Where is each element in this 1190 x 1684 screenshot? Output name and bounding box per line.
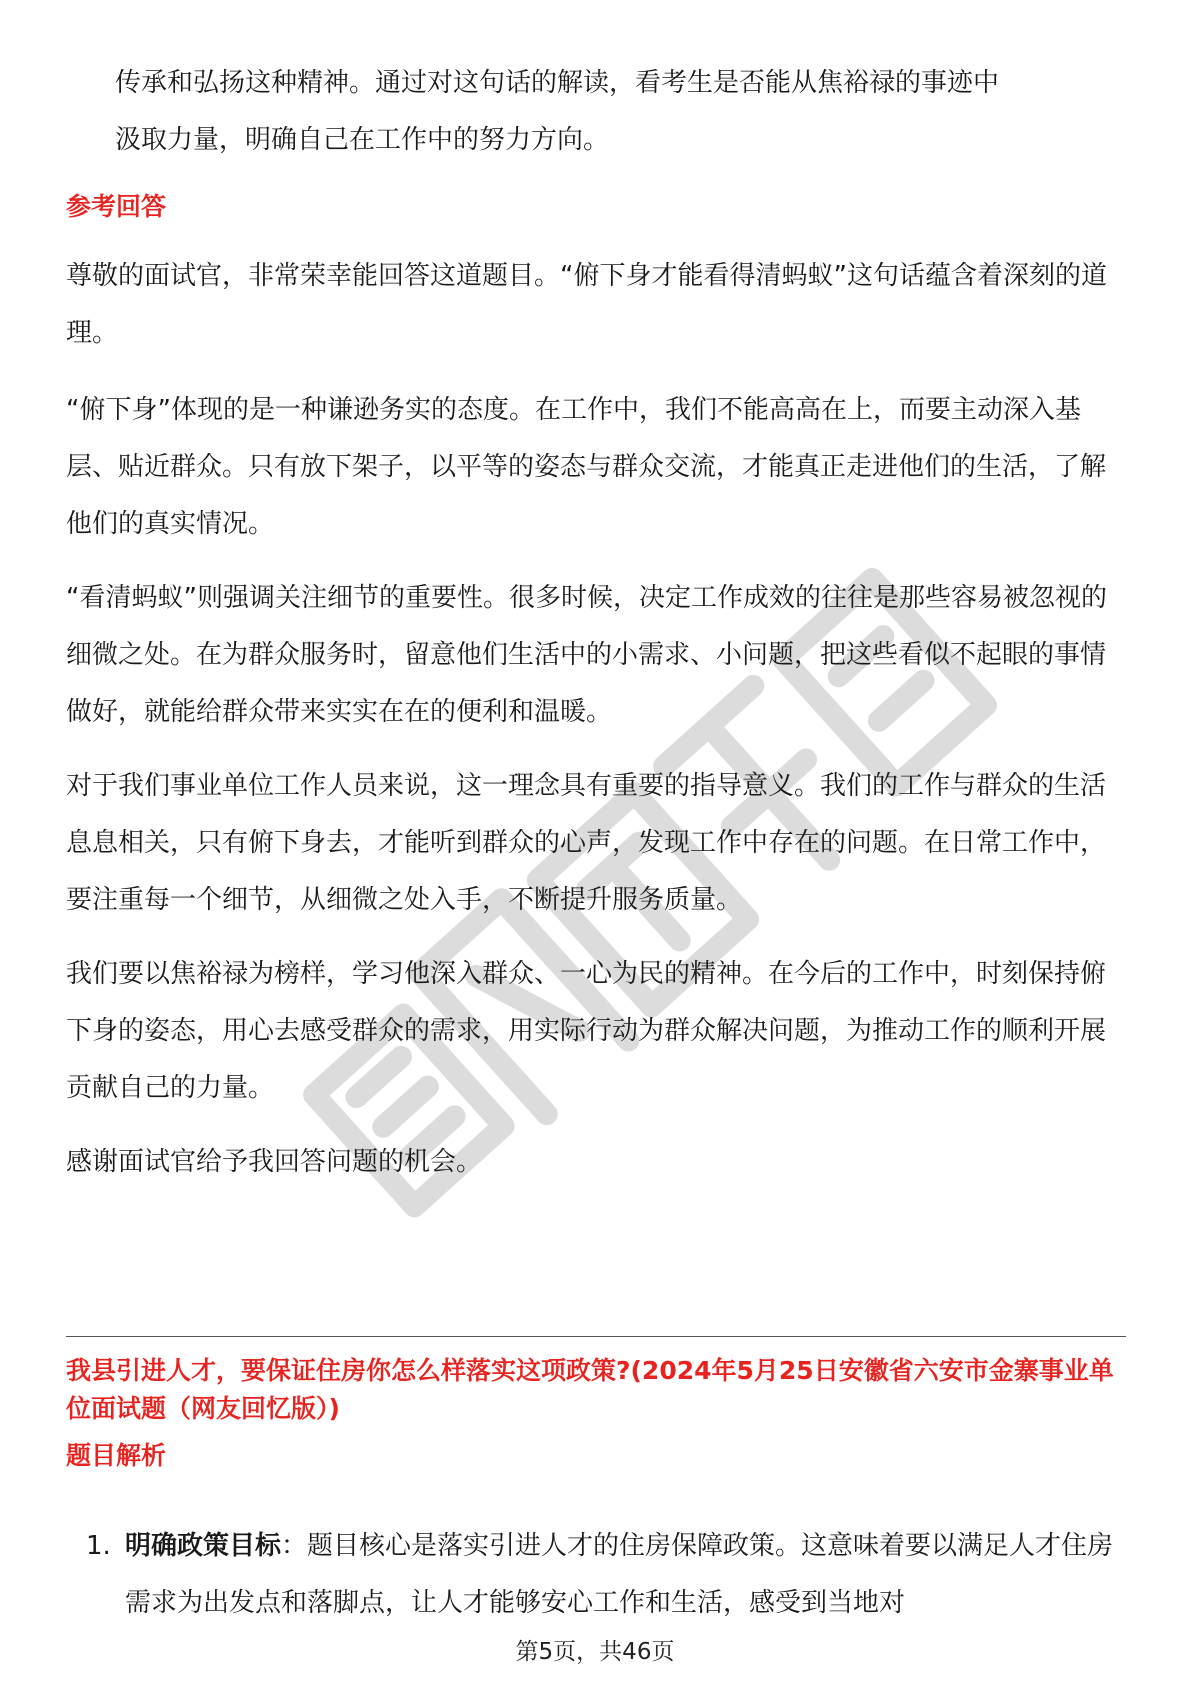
answer-paragraph-5 — [66, 946, 1126, 1117]
answer-paragraph-3 — [66, 570, 1126, 741]
answer-section — [66, 187, 1126, 227]
answer-text: 对于我们事业单位工作人员来说，这一理念具有重要的指导意义。我们的工作与群众的生活息息相关，只有俯下身去，才能听到群众的心声，发现工作中存在的问题。在日常工作中，要注重每一个细节，从细微之处入手，不断提升服务质量。 — [66, 771, 1107, 915]
continued-line-1: 传承和弘扬这种精神。通过对这句话的解读，看考生是否能从焦裕禄的事迹中 — [115, 68, 1000, 98]
list-body — [66, 1518, 1126, 1632]
list-number: 1. — [86, 1531, 111, 1561]
answer-paragraph-2 — [66, 382, 1126, 553]
page-number: 第5页，共46页 — [515, 1639, 675, 1665]
section-divider — [66, 1336, 1126, 1337]
continued-line-2: 汲取力量，明确自己在工作中的努力方向。 — [115, 125, 610, 155]
answer-heading: 参考回答 — [66, 192, 167, 221]
answer-paragraph-1 — [66, 248, 1126, 362]
answer-paragraph-4 — [66, 758, 1126, 929]
question-block — [66, 1352, 1126, 1428]
answer-text: 尊敬的面试官，非常荣幸能回答这道题目。“俯下身才能看得清蚂蚁”这句话蕴含着深刻的道理。 — [66, 261, 1107, 348]
answer-text: “俯下身”体现的是一种谦逊务实的态度。在工作中，我们不能高高在上，而要主动深入基层、贴近群众。只有放下架子，以平等的姿态与群众交流，才能真正走进他们的生活，了解他们的真实情况。 — [66, 395, 1107, 539]
analysis-section — [66, 1436, 1126, 1476]
answer-text: “看清蚂蚁”则强调关注细节的重要性。很多时候，决定工作成效的往往是那些容易被忽视的细微之处。在为群众服务时，留意他们生活中的小需求、小问题，把这些看似不起眼的事情做好，就能给群众带来实实在在的便利和温暖。 — [66, 583, 1107, 727]
list-item — [66, 1518, 1126, 1632]
answer-text: 感谢面试官给予我回答问题的机会。 — [66, 1147, 483, 1177]
answer-paragraph-6 — [66, 1134, 1126, 1191]
continued-paragraph — [66, 55, 1126, 169]
question-title: 我县引进人才，要保证住房你怎么样落实这项政策?(2024年5月25日安徽省六安市金寨事业单位面试题（网友回忆版）) — [66, 1356, 1114, 1423]
analysis-heading: 题目解析 — [66, 1441, 167, 1470]
list-text: ：题目核心是落实引进人才的住房保障政策。这意味着要以满足人才住房需求为出发点和落脚点，让人才能够安心工作和生活，感受到当地对 — [125, 1531, 1114, 1618]
answer-text: 我们要以焦裕禄为榜样，学习他深入群众、一心为民的精神。在今后的工作中，时刻保持俯下身的姿态，用心去感受群众的需求，用实际行动为群众解决问题，为推动工作的顺利开展贡献自己的力量。 — [66, 959, 1107, 1103]
list-label: 明确政策目标 — [125, 1531, 282, 1561]
